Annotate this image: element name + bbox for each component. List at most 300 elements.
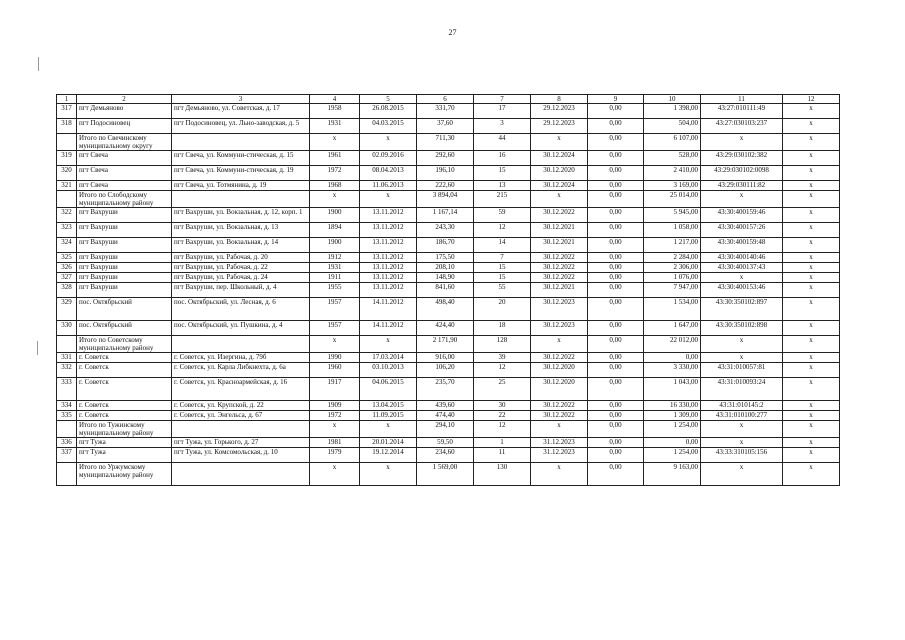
table-cell: x bbox=[531, 134, 588, 151]
table-cell: 30.12.2022 bbox=[531, 353, 588, 363]
table-cell: пгт Вахруши, ул. Вокзальная, д. 14 bbox=[172, 238, 310, 253]
table-cell: 0,00 bbox=[588, 104, 644, 119]
table-cell: 327 bbox=[57, 273, 77, 283]
table-cell: пгт Тужа bbox=[77, 438, 172, 448]
table-cell: 1 bbox=[474, 438, 531, 448]
table-cell: 1900 bbox=[310, 238, 360, 253]
table-cell: 43:31:010093:24 bbox=[701, 378, 783, 401]
table-cell: пгт Вахруши, ул. Рабочая, д. 24 bbox=[172, 273, 310, 283]
table-cell: 1972 bbox=[310, 411, 360, 421]
table-cell: x bbox=[783, 353, 840, 363]
table-cell: x bbox=[701, 421, 783, 438]
table-cell: 292,60 bbox=[417, 151, 474, 166]
table-row bbox=[57, 438, 840, 448]
table-cell: 0,00 bbox=[588, 298, 644, 321]
table-cell bbox=[57, 134, 77, 151]
table-cell: 30.12.2024 bbox=[531, 151, 588, 166]
table-cell bbox=[57, 336, 77, 353]
register-table bbox=[56, 94, 840, 486]
table-cell: 234,60 bbox=[417, 448, 474, 463]
table-cell: 1 167,14 bbox=[417, 208, 474, 223]
table-cell: 13.11.2012 bbox=[360, 208, 417, 223]
table-cell: 0,00 bbox=[588, 191, 644, 208]
table-cell: 0,00 bbox=[588, 353, 644, 363]
table-row bbox=[57, 378, 840, 401]
table-cell: 44 bbox=[474, 134, 531, 151]
table-cell bbox=[57, 191, 77, 208]
table-cell: 321 bbox=[57, 181, 77, 191]
table-cell: 148,90 bbox=[417, 273, 474, 283]
table-cell: 474,40 bbox=[417, 411, 474, 421]
table-cell: 15 bbox=[474, 273, 531, 283]
table-cell: 337 bbox=[57, 448, 77, 463]
table-cell: 332 bbox=[57, 363, 77, 378]
table-cell: 43:30:400159:46 bbox=[701, 208, 783, 223]
table-cell: 323 bbox=[57, 223, 77, 238]
table-cell: 3 330,00 bbox=[644, 363, 701, 378]
table-cell: 0,00 bbox=[588, 411, 644, 421]
table-cell: x bbox=[783, 321, 840, 336]
table-row bbox=[57, 283, 840, 298]
table-cell: 329 bbox=[57, 298, 77, 321]
table-cell: 439,60 bbox=[417, 401, 474, 411]
table-cell: x bbox=[783, 463, 840, 486]
table-row bbox=[57, 151, 840, 166]
table-cell: 1 254,00 bbox=[644, 448, 701, 463]
table-cell: 11 bbox=[474, 448, 531, 463]
table-cell: 128 bbox=[474, 336, 531, 353]
table-cell: 0,00 bbox=[588, 401, 644, 411]
table-cell: 43:30:400137:43 bbox=[701, 263, 783, 273]
table-cell: пос. Октябрьский, ул. Пушкина, д. 4 bbox=[172, 321, 310, 336]
table-cell: 59 bbox=[474, 208, 531, 223]
table-cell: 322 bbox=[57, 208, 77, 223]
table-row bbox=[57, 166, 840, 181]
table-cell: 43:29:030102:0098 bbox=[701, 166, 783, 181]
table-cell: 186,70 bbox=[417, 238, 474, 253]
table-cell: 13.11.2012 bbox=[360, 283, 417, 298]
table-cell: 319 bbox=[57, 151, 77, 166]
table-cell: 31.12.2023 bbox=[531, 438, 588, 448]
table-cell: 5 945,00 bbox=[644, 208, 701, 223]
table-cell: пгт Тужа, ул. Комсомольская, д. 10 bbox=[172, 448, 310, 463]
table-cell: 2 284,00 bbox=[644, 253, 701, 263]
column-number-cell: 7 bbox=[474, 95, 531, 104]
table-cell: 1931 bbox=[310, 263, 360, 273]
table-cell: 331 bbox=[57, 353, 77, 363]
table-cell: 335 bbox=[57, 411, 77, 421]
table-cell: 1931 bbox=[310, 119, 360, 134]
table-cell: пгт Вахруши bbox=[77, 253, 172, 263]
table-cell: г. Советск bbox=[77, 411, 172, 421]
column-number-cell: 6 bbox=[417, 95, 474, 104]
table-cell: 208,10 bbox=[417, 263, 474, 273]
table-cell bbox=[172, 421, 310, 438]
table-cell: пос. Октябрьский bbox=[77, 321, 172, 336]
table-cell: 43:30:400159:48 bbox=[701, 238, 783, 253]
table-cell: x bbox=[310, 191, 360, 208]
margin-mark bbox=[38, 57, 39, 71]
table-cell: 13.11.2012 bbox=[360, 253, 417, 263]
table-cell: 30.12.2022 bbox=[531, 273, 588, 283]
table-cell: 0,00 bbox=[588, 273, 644, 283]
table-cell: пгт Вахруши bbox=[77, 208, 172, 223]
table-cell: г. Советск bbox=[77, 378, 172, 401]
table-cell: 1 398,00 bbox=[644, 104, 701, 119]
table-row bbox=[57, 208, 840, 223]
table-cell: 326 bbox=[57, 263, 77, 273]
table-cell: пгт Вахруши, пер. Школьный, д. 4 bbox=[172, 283, 310, 298]
table-cell: 29.12.2023 bbox=[531, 104, 588, 119]
table-cell: x bbox=[783, 273, 840, 283]
table-cell: 31.12.2023 bbox=[531, 448, 588, 463]
table-row bbox=[57, 223, 840, 238]
table-cell: 37,60 bbox=[417, 119, 474, 134]
table-cell: 14.11.2012 bbox=[360, 321, 417, 336]
table-cell: 1960 bbox=[310, 363, 360, 378]
table-cell: пгт Свеча, ул. Коммуни-стическая, д. 19 bbox=[172, 166, 310, 181]
table-cell: 3 bbox=[474, 119, 531, 134]
table-cell: 30 bbox=[474, 401, 531, 411]
table-cell: x bbox=[783, 238, 840, 253]
table-cell: 333 bbox=[57, 378, 77, 401]
table-cell: 20.01.2014 bbox=[360, 438, 417, 448]
table-cell: x bbox=[701, 191, 783, 208]
table-cell: 25 014,00 bbox=[644, 191, 701, 208]
table-cell: 916,00 bbox=[417, 353, 474, 363]
table-cell: пгт Демьяново, ул. Советская, д. 17 bbox=[172, 104, 310, 119]
table-row bbox=[57, 119, 840, 134]
table-cell: 26.08.2015 bbox=[360, 104, 417, 119]
table-cell: 1979 bbox=[310, 448, 360, 463]
table-cell: 0,00 bbox=[588, 208, 644, 223]
table-cell: 0,00 bbox=[588, 336, 644, 353]
table-cell: 1911 bbox=[310, 273, 360, 283]
page-number: 27 bbox=[448, 28, 457, 37]
table-cell: x bbox=[531, 463, 588, 486]
table-cell: 1909 bbox=[310, 401, 360, 411]
table-cell: пгт Вахруши bbox=[77, 223, 172, 238]
table-cell: 30.12.2024 bbox=[531, 181, 588, 191]
table-cell: 43:30:350102:898 bbox=[701, 321, 783, 336]
table-cell: пгт Подосиновец, ул. Льно-заводская, д. 5 bbox=[172, 119, 310, 134]
table-cell: 504,00 bbox=[644, 119, 701, 134]
table-cell: г. Советск, ул. Крупской, д. 22 bbox=[172, 401, 310, 411]
table-cell: 1 534,00 bbox=[644, 298, 701, 321]
table-cell: 1 647,00 bbox=[644, 321, 701, 336]
table-cell: 14.11.2012 bbox=[360, 298, 417, 321]
table-cell: x bbox=[783, 411, 840, 421]
table-cell: 1 076,00 bbox=[644, 273, 701, 283]
table-row bbox=[57, 104, 840, 119]
table-cell: 7 947,00 bbox=[644, 283, 701, 298]
table-row bbox=[57, 401, 840, 411]
column-number-row bbox=[57, 95, 840, 104]
table-cell: 11.09.2015 bbox=[360, 411, 417, 421]
table-cell: x bbox=[783, 438, 840, 448]
table-row bbox=[57, 321, 840, 336]
table-cell: 0,00 bbox=[588, 223, 644, 238]
table-cell: 0,00 bbox=[588, 378, 644, 401]
table-cell: 15 bbox=[474, 166, 531, 181]
table-cell: 0,00 bbox=[588, 253, 644, 263]
table-cell bbox=[57, 463, 77, 486]
column-number-cell: 12 bbox=[783, 95, 840, 104]
table-cell: 1917 bbox=[310, 378, 360, 401]
table-cell: 1957 bbox=[310, 298, 360, 321]
table-cell: 0,00 bbox=[588, 283, 644, 298]
table-cell: 1 058,00 bbox=[644, 223, 701, 238]
table-cell: Итого по Уржумскому муниципальному району bbox=[77, 463, 172, 486]
table-cell: x bbox=[531, 421, 588, 438]
table-cell: 0,00 bbox=[588, 238, 644, 253]
table-cell: 0,00 bbox=[588, 321, 644, 336]
table-cell: 13.11.2012 bbox=[360, 238, 417, 253]
table-cell: x bbox=[783, 208, 840, 223]
table-cell: 7 bbox=[474, 253, 531, 263]
table-cell: 1981 bbox=[310, 438, 360, 448]
table-cell: г. Советск bbox=[77, 353, 172, 363]
table-cell: 13.04.2015 bbox=[360, 401, 417, 411]
table-cell: 1955 bbox=[310, 283, 360, 298]
table-cell: x bbox=[783, 298, 840, 321]
table-cell: 1 309,00 bbox=[644, 411, 701, 421]
column-number-cell: 9 bbox=[588, 95, 644, 104]
table-cell: 30.12.2021 bbox=[531, 283, 588, 298]
table-cell: x bbox=[783, 119, 840, 134]
table-cell: x bbox=[783, 181, 840, 191]
table-row bbox=[57, 448, 840, 463]
table-cell: 1 569,00 bbox=[417, 463, 474, 486]
table-cell: x bbox=[783, 336, 840, 353]
table-cell: Итого по Свечинскому муниципальному округу bbox=[77, 134, 172, 151]
table-cell: 6 107,00 bbox=[644, 134, 701, 151]
table-cell: 0,00 bbox=[588, 421, 644, 438]
table-row bbox=[57, 353, 840, 363]
table-cell: 1 254,00 bbox=[644, 421, 701, 438]
table-cell: 0,00 bbox=[588, 166, 644, 181]
column-number-cell: 11 bbox=[701, 95, 783, 104]
table-cell: 0,00 bbox=[588, 263, 644, 273]
table-cell: 1900 bbox=[310, 208, 360, 223]
table-cell: пгт Вахруши, ул. Рабочая, д. 22 bbox=[172, 263, 310, 273]
table-cell: 22 bbox=[474, 411, 531, 421]
table-cell: 0,00 bbox=[588, 463, 644, 486]
table-cell: 1 217,00 bbox=[644, 238, 701, 253]
table-cell: пгт Вахруши, ул. Вокзальная, д. 13 bbox=[172, 223, 310, 238]
table-cell: пгт Свеча bbox=[77, 166, 172, 181]
table-cell: 2 171,90 bbox=[417, 336, 474, 353]
table-cell: x bbox=[783, 253, 840, 263]
table-cell: г. Советск bbox=[77, 401, 172, 411]
table-cell: x bbox=[360, 134, 417, 151]
table-cell: пгт Вахруши bbox=[77, 273, 172, 283]
table-cell: 30.12.2022 bbox=[531, 263, 588, 273]
table-cell: 43:27:010111:49 bbox=[701, 104, 783, 119]
table-cell: Итого по Тужинскому муниципальному району bbox=[77, 421, 172, 438]
table-cell: 30.12.2022 bbox=[531, 401, 588, 411]
table-cell bbox=[172, 134, 310, 151]
table-cell: пгт Свеча bbox=[77, 151, 172, 166]
table-cell: x bbox=[783, 223, 840, 238]
table-row bbox=[57, 134, 840, 151]
table-cell: 3 169,00 bbox=[644, 181, 701, 191]
table-row bbox=[57, 298, 840, 321]
table-cell: 29.12.2023 bbox=[531, 119, 588, 134]
table-body bbox=[57, 95, 840, 486]
table-cell: 318 bbox=[57, 119, 77, 134]
table-cell: x bbox=[310, 134, 360, 151]
table-cell: 328 bbox=[57, 283, 77, 298]
table-cell: 16 bbox=[474, 151, 531, 166]
table-cell: x bbox=[701, 273, 783, 283]
table-cell: 330 bbox=[57, 321, 77, 336]
table-cell: пгт Подосиновец bbox=[77, 119, 172, 134]
table-cell: 175,50 bbox=[417, 253, 474, 263]
table-row bbox=[57, 273, 840, 283]
column-number-cell: 10 bbox=[644, 95, 701, 104]
table-cell: 30.12.2021 bbox=[531, 223, 588, 238]
table-cell: 13.11.2012 bbox=[360, 263, 417, 273]
table-cell: x bbox=[783, 401, 840, 411]
table-row bbox=[57, 238, 840, 253]
table-cell: пгт Свеча bbox=[77, 181, 172, 191]
table-cell: 336 bbox=[57, 438, 77, 448]
table-cell: x bbox=[310, 421, 360, 438]
table-cell: x bbox=[310, 463, 360, 486]
table-cell: 498,40 bbox=[417, 298, 474, 321]
column-number-cell: 8 bbox=[531, 95, 588, 104]
table-cell bbox=[57, 421, 77, 438]
column-number-cell: 2 bbox=[77, 95, 172, 104]
table-cell: пгт Тужа, ул. Горького, д. 27 bbox=[172, 438, 310, 448]
table-cell: 2 306,00 bbox=[644, 263, 701, 273]
table-cell: 9 163,00 bbox=[644, 463, 701, 486]
table-cell: 59,50 bbox=[417, 438, 474, 448]
table-cell: пгт Свеча, ул. Тотмянина, д. 19 bbox=[172, 181, 310, 191]
table-cell: 0,00 bbox=[644, 353, 701, 363]
table-cell bbox=[172, 463, 310, 486]
table-cell: x bbox=[531, 336, 588, 353]
table-cell: 320 bbox=[57, 166, 77, 181]
table-cell: x bbox=[783, 166, 840, 181]
table-cell: 1 043,00 bbox=[644, 378, 701, 401]
table-cell: 0,00 bbox=[644, 438, 701, 448]
table-cell: 30.12.2020 bbox=[531, 166, 588, 181]
table-cell: 30.12.2021 bbox=[531, 238, 588, 253]
table-cell: г. Советск bbox=[77, 363, 172, 378]
table-cell: x bbox=[310, 336, 360, 353]
table-cell: 2 410,00 bbox=[644, 166, 701, 181]
table-cell: 02.09.2016 bbox=[360, 151, 417, 166]
table-cell: 12 bbox=[474, 363, 531, 378]
table-cell: x bbox=[360, 191, 417, 208]
column-number-cell: 3 bbox=[172, 95, 310, 104]
table-cell: 222,60 bbox=[417, 181, 474, 191]
table-cell: 3 894,04 bbox=[417, 191, 474, 208]
table-cell: пгт Вахруши, ул. Рабочая, д. 20 bbox=[172, 253, 310, 263]
table-cell: 43:29:030111:82 bbox=[701, 181, 783, 191]
table-cell: г. Советск, ул. Красноармейская, д. 16 bbox=[172, 378, 310, 401]
table-cell: 43:31:010057:81 bbox=[701, 363, 783, 378]
table-cell: 1990 bbox=[310, 353, 360, 363]
table-cell: 106,20 bbox=[417, 363, 474, 378]
table-cell: 215 bbox=[474, 191, 531, 208]
table-cell: 1958 bbox=[310, 104, 360, 119]
table-cell: 43:29:030102:382 bbox=[701, 151, 783, 166]
table-cell: 03.10.2013 bbox=[360, 363, 417, 378]
table-row bbox=[57, 263, 840, 273]
table-cell: 18 bbox=[474, 321, 531, 336]
table-cell: 1961 bbox=[310, 151, 360, 166]
table-cell: 12 bbox=[474, 421, 531, 438]
table-cell: 22 012,00 bbox=[644, 336, 701, 353]
table-cell: пгт Тужа bbox=[77, 448, 172, 463]
table-cell: x bbox=[531, 191, 588, 208]
table-cell: пгт Демьяново bbox=[77, 104, 172, 119]
table-cell: 43:27:030103:237 bbox=[701, 119, 783, 134]
table-cell: 30.12.2020 bbox=[531, 378, 588, 401]
table-cell: 841,60 bbox=[417, 283, 474, 298]
table-cell: 1912 bbox=[310, 253, 360, 263]
table-cell: 17.03.2014 bbox=[360, 353, 417, 363]
table-cell: 30.12.2023 bbox=[531, 298, 588, 321]
table-cell: 243,30 bbox=[417, 223, 474, 238]
table-cell: x bbox=[701, 353, 783, 363]
table-cell: 30.12.2022 bbox=[531, 208, 588, 223]
table-cell: 528,00 bbox=[644, 151, 701, 166]
table-cell: 30.12.2023 bbox=[531, 321, 588, 336]
table-cell: 20 bbox=[474, 298, 531, 321]
table-cell: x bbox=[783, 283, 840, 298]
table-cell: г. Советск, ул. Карла Либкнехта, д. 6а bbox=[172, 363, 310, 378]
table-cell: 711,30 bbox=[417, 134, 474, 151]
table-cell: 13.11.2012 bbox=[360, 223, 417, 238]
table-cell: 0,00 bbox=[588, 363, 644, 378]
table-cell: 331,70 bbox=[417, 104, 474, 119]
table-cell: 19.12.2014 bbox=[360, 448, 417, 463]
table-cell: пос. Октябрьский bbox=[77, 298, 172, 321]
table-cell: x bbox=[783, 151, 840, 166]
table-cell: 317 bbox=[57, 104, 77, 119]
table-cell: 1957 bbox=[310, 321, 360, 336]
table-cell: пгт Свеча, ул. Коммуни-стическая, д. 15 bbox=[172, 151, 310, 166]
table-cell: x bbox=[360, 421, 417, 438]
table-cell: 30.12.2020 bbox=[531, 363, 588, 378]
table-cell: x bbox=[360, 463, 417, 486]
table-cell: 1972 bbox=[310, 166, 360, 181]
table-cell: 325 bbox=[57, 253, 77, 263]
table-cell: 30.12.2022 bbox=[531, 411, 588, 421]
table-cell: x bbox=[783, 191, 840, 208]
table-cell: 13.11.2012 bbox=[360, 273, 417, 283]
table-cell bbox=[172, 336, 310, 353]
table-cell: 1968 bbox=[310, 181, 360, 191]
column-number-cell: 1 bbox=[57, 95, 77, 104]
table-row bbox=[57, 191, 840, 208]
table-cell: 39 bbox=[474, 353, 531, 363]
table-cell: 334 bbox=[57, 401, 77, 411]
table-cell: 12 bbox=[474, 223, 531, 238]
table-cell: 43:30:400140:46 bbox=[701, 253, 783, 263]
table-row bbox=[57, 253, 840, 263]
table-cell: 196,10 bbox=[417, 166, 474, 181]
table-cell: 324 bbox=[57, 238, 77, 253]
table-row bbox=[57, 421, 840, 438]
table-cell: Итого по Слободскому муниципальному району bbox=[77, 191, 172, 208]
table-cell: пгт Вахруши bbox=[77, 263, 172, 273]
table-cell: пос. Октябрьский, ул. Лесная, д. 6 bbox=[172, 298, 310, 321]
